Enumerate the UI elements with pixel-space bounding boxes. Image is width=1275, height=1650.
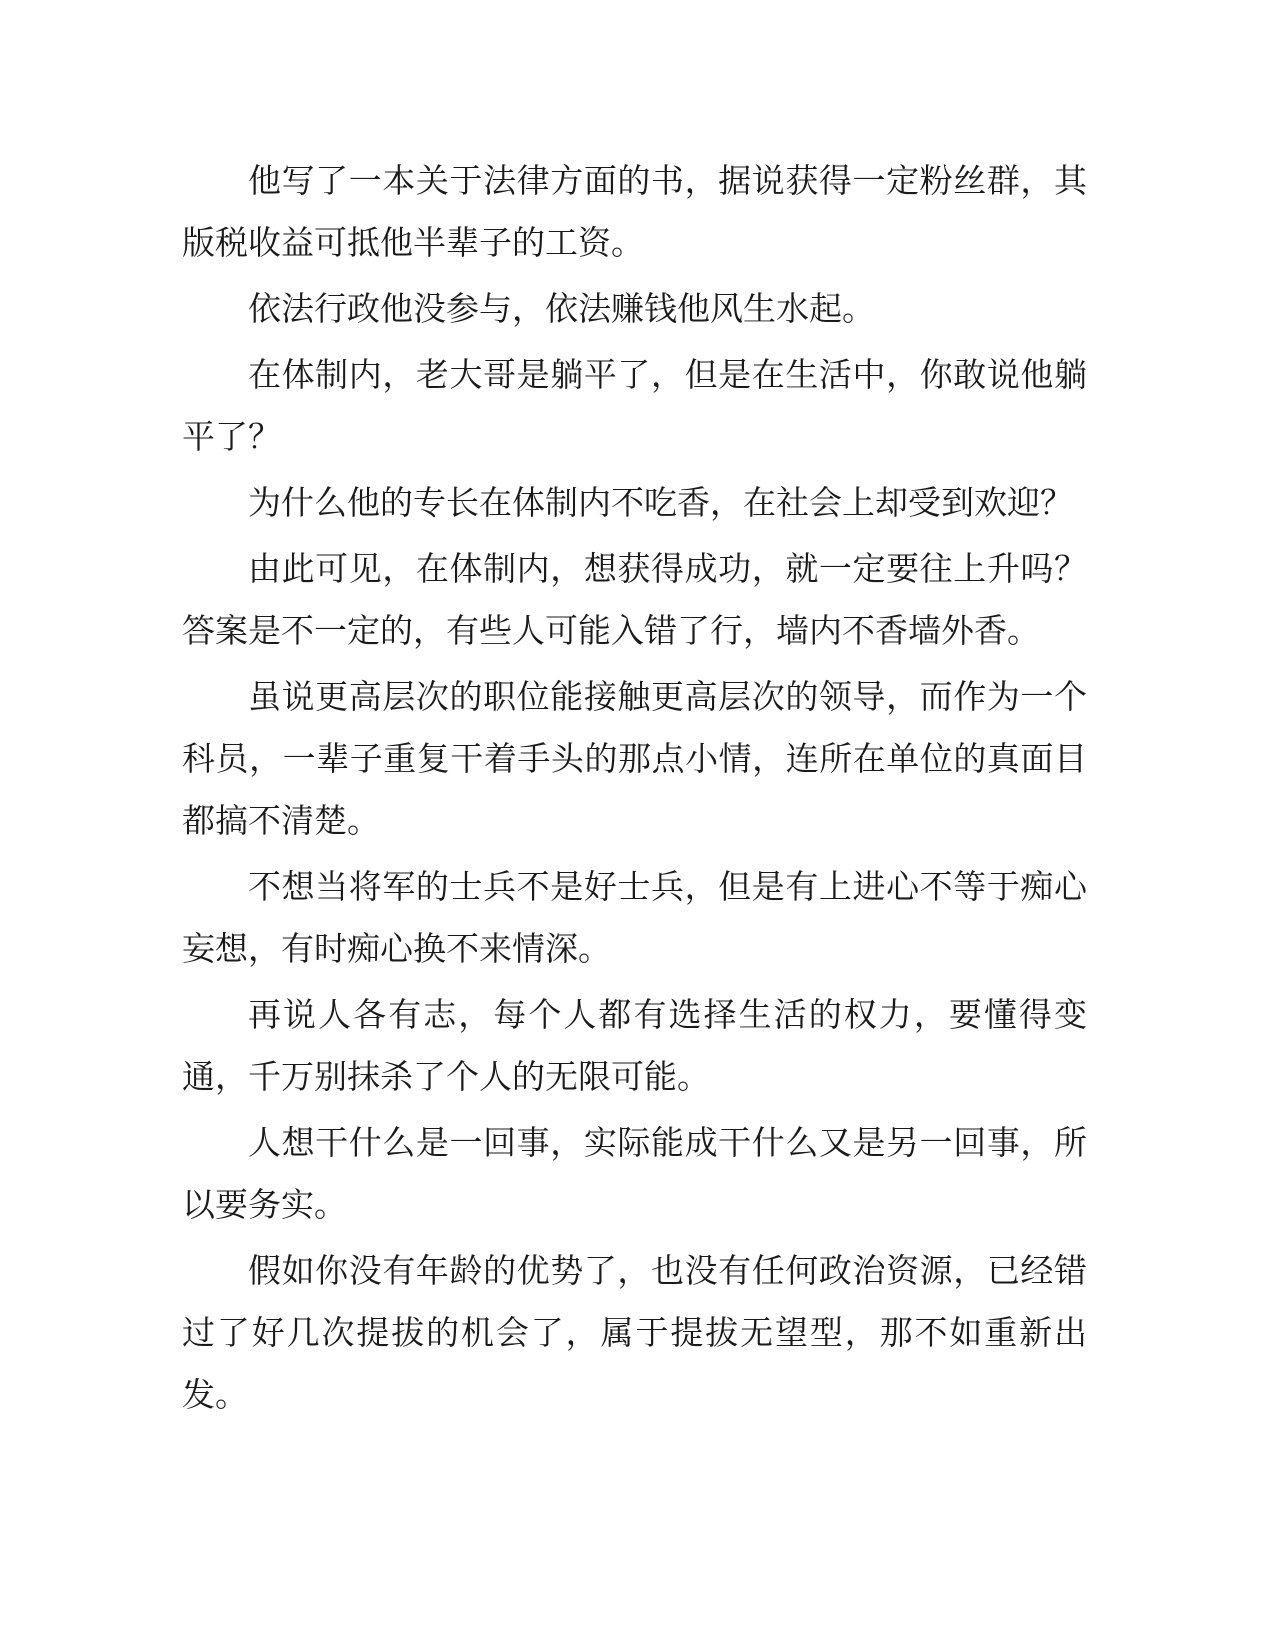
paragraph: 假如你没有年龄的优势了，也没有任何政治资源，已经错过了好几次提拔的机会了，属于提拔无望型，那不如重新出发。 (182, 1251, 1087, 1414)
paragraph: 虽说更高层次的职位能接触更高层次的领导，而作为一个科员，一辈子重复干着手头的那点小情，连所在单位的真面目都搞不清楚。 (182, 677, 1087, 840)
paragraph: 依法行政他没参与，依法赚钱他风生水起。 (248, 289, 875, 328)
paragraph: 在体制内，老大哥是躺平了，但是在生活中，你敢说他躺平了？ (182, 355, 1087, 456)
paragraph: 人想干什么是一回事，实际能成干什么又是另一回事，所以要务实。 (182, 1123, 1087, 1224)
paragraph: 为什么他的专长在体制内不吃香，在社会上却受到欢迎？ (248, 483, 1073, 522)
paragraph: 他写了一本关于法律方面的书，据说获得一定粉丝群，其版税收益可抵他半辈子的工资。 (182, 161, 1087, 262)
paragraph: 再说人各有志，每个人都有选择生活的权力，要懂得变通，千万别抹杀了个人的无限可能。 (182, 995, 1087, 1096)
paragraph: 由此可见，在体制内，想获得成功，就一定要往上升吗？答案是不一定的，有些人可能入错了行，墙内不香墙外香。 (182, 549, 1087, 650)
document-body (182, 150, 1087, 1430)
paragraph: 不想当将军的士兵不是好士兵，但是有上进心不等于痴心妄想，有时痴心换不来情深。 (182, 867, 1087, 968)
